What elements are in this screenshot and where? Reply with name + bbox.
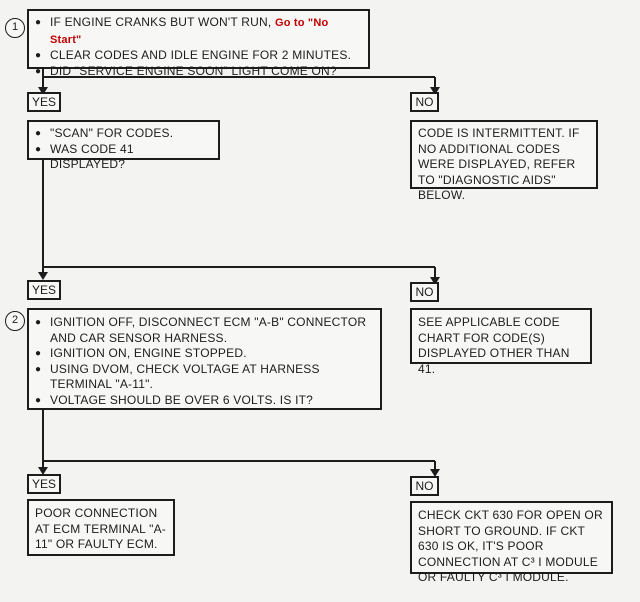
step1-item-2: ● CLEAR CODES AND IDLE ENGINE FOR 2 MINUTES.	[35, 48, 362, 64]
step2-box	[27, 308, 382, 410]
step2-item-3: ● USING DVOM, CHECK VOLTAGE AT HARNESS TERMINAL "A-11".	[35, 362, 374, 393]
check-ckt-text: CHECK CKT 630 FOR OPEN OR SHORT TO GROUND. IF CKT 630 IS OK, IT'S POOR CONNECTION AT C³ I MODULE OR FAULTY C³ I MODULE.	[418, 508, 603, 584]
step-number-2: 2	[5, 311, 25, 331]
branch1-yes-label: YES	[27, 92, 61, 112]
arrow-branch2-yes	[38, 272, 48, 280]
intermittent-box	[410, 120, 598, 202]
step2-item-4: ● VOLTAGE SHOULD BE OVER 6 VOLTS. IS IT?	[35, 393, 374, 409]
intermittent-text: CODE IS INTERMITTENT. IF NO ADDITIONAL CODES WERE DISPLAYED, REFER TO "DIAGNOSTIC AIDS" BELOW.	[418, 126, 580, 202]
step1-item-3: ● DID "SERVICE ENGINE SOON" LIGHT COME ON?	[35, 64, 362, 80]
step2-item-1: ● IGNITION OFF, DISCONNECT ECM "A-B" CONNECTOR AND CAR SENSOR HARNESS.	[35, 315, 374, 346]
no-start-note: Go to "No Start"	[50, 17, 329, 46]
step1-box	[27, 9, 370, 78]
code-chart-box	[410, 308, 592, 376]
branch2-no-label: NO	[410, 282, 439, 302]
poor-connection-box	[27, 499, 175, 556]
branch3-no-label: NO	[410, 476, 439, 496]
branch3-yes-label: YES	[27, 474, 61, 494]
step2-item-2: ● IGNITION ON, ENGINE STOPPED.	[35, 346, 374, 362]
code-chart-text: SEE APPLICABLE CODE CHART FOR CODE(S) DISPLAYED OTHER THAN 41.	[418, 315, 570, 376]
step-number-1: 1	[5, 18, 25, 38]
scan-codes-box	[27, 120, 220, 171]
branch1-no-label: NO	[410, 92, 439, 112]
scan-item-2: ● WAS CODE 41 DISPLAYED?	[35, 142, 212, 173]
branch2-yes-label: YES	[27, 280, 61, 300]
step1-item-1: ● IF ENGINE CRANKS BUT WON'T RUN, Go to "No Start"	[35, 15, 362, 48]
check-ckt-box	[410, 501, 613, 584]
poor-connection-text: POOR CONNECTION AT ECM TERMINAL "A-11" OR FAULTY ECM.	[35, 506, 166, 551]
scan-item-1: ● "SCAN" FOR CODES.	[35, 126, 212, 142]
